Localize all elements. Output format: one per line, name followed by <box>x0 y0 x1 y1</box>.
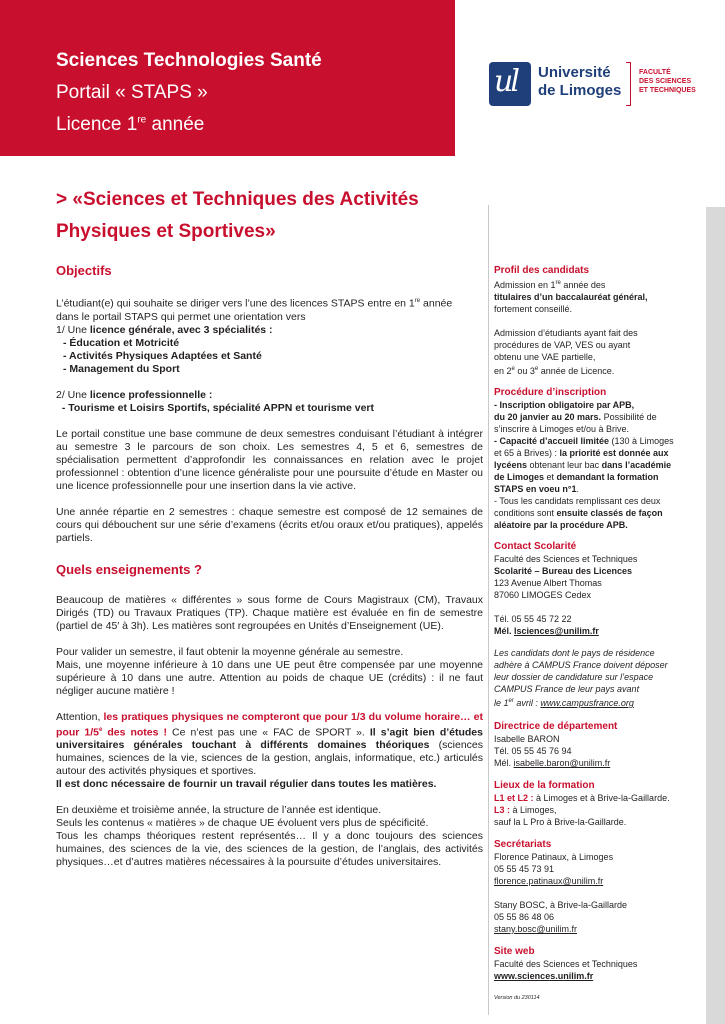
profil-text: Admission en 1re année des titulaires d’un baccalauréat général, fortement conseillé. <box>494 280 648 314</box>
site-text: Faculté des Sciences et Techniques www.sciences.unilim.fr <box>494 959 638 981</box>
contact-mel: Mél. lsciences@unilim.fr <box>494 626 599 636</box>
lieux-heading: Lieux de la formation <box>494 780 595 791</box>
header-licence: Licence 1re année <box>56 114 205 135</box>
profil-vap-text: Admission d’étudiants ayant fait des procédures de VAP, VES ou ayant obtenu une VAE partielle, en 2e ou 3e année de Licence. <box>494 328 638 376</box>
contact-email-link[interactable]: lsciences@unilim.fr <box>514 626 599 636</box>
logo-bracket <box>626 62 631 106</box>
florence-email-link[interactable]: florence.patinaux@unilim.fr <box>494 876 604 886</box>
specialites-list: - Éducation et Motricité - Activités Physiques Adaptées et Santé - Management du Sport <box>63 336 262 375</box>
objectifs-semestres-text: Une année répartie en 2 semestres : chaque semestre est composé de 12 semaines de cours qui débouchent sur une série d’examens (écrits et/ou oraux et/ou pratiques), appelés partiels. <box>56 505 483 544</box>
contact-heading: Contact Scolarité <box>494 541 577 552</box>
objectifs-portail-text: Le portail constitue une base commune de deux semestres conduisant l’étudiant à intégrer au semestre 3 le parcours de son choix. Les semestres 4, 5 et 6, semestres de spécialisation permettent d’approfondir les connaissances en relation avec le projet professionnel : obtention d’une licence généraliste pour une poursuite d’étude en Master ou une licence professionnelle pour une insertion dans la vie active. <box>56 427 483 492</box>
enseignements-p1: Beaucoup de matières « différentes » sous forme de Cours Magistraux (CM), Travaux Dirigés (TD) ou Travaux Pratiques (TP). Chaque matière est évaluée en fin de semestre (partiel de 45′ à 3h). Les matières sont regroupées en Unités d’Enseignement (UE). <box>56 593 483 632</box>
directrice-heading: Directrice de département <box>494 721 618 732</box>
enseignements-p4: En deuxième et troisième année, la structure de l’année est identique. Seuls les contenus « matières » de chaque UE évoluent vers plus de spécificité. Tous les champs théoriques restent représentés… Il y a donc toujours des sciences humaines, des sciences de la vie, des sciences de la gestion, de l’anglais, des activités physiques…et d’autres matières nécessaires à la poursuite d’études universitaires. <box>56 804 483 868</box>
header-portail: Portail « STAPS » <box>56 82 208 103</box>
logo-univ-line2: de Limoges <box>538 82 622 99</box>
secretariats-heading: Secrétariats <box>494 839 552 850</box>
column-divider <box>488 205 489 1015</box>
objectifs-heading: Objectifs <box>56 263 112 278</box>
enseignements-p3: Attention, les pratiques physiques ne compteront que pour 1/3 du volume horaire… et pour 1/5e des notes ! Ce n’est pas une « FAC de SPORT ». Il s’agit bien d’études universitaires générales touchant à différents domaines théoriques (sciences humaines, sciences de la vie, sciences de la gestion, anglais, informatique, etc.) articulés autour des activités physiques et sportives. Il est donc nécessaire de fournir un travail régulier dans toutes les matières. <box>56 710 484 790</box>
secretariat-limoges: Florence Patinaux, à Limoges 05 55 45 73 91 florence.patinaux@unilim.fr <box>494 852 614 886</box>
lieux-text: L1 et L2 : à Limoges et à Brive-la-Gaillarde. L3 : à Limoges, sauf la L Pro à Brive-la-Gaillarde. <box>494 793 670 827</box>
site-heading: Site web <box>494 946 535 957</box>
header-title: Sciences Technologies Santé <box>56 50 322 71</box>
enseignements-heading: Quels enseignements ? <box>56 561 202 577</box>
version-note: Version du 230114 <box>494 995 540 1001</box>
objectifs-intro: L’étudiant(e) qui souhaite se diriger vers l’une des licences STAPS entre en 1re année dans le portail STAPS qui permet une orientation vers 1/ Une licence générale, avec 3 spécialités : <box>56 297 453 336</box>
logo-univ-line1: Université <box>538 64 611 81</box>
licence-pro: 2/ Une licence professionnelle : - Tourisme et Loisirs Sportifs, spécialité APPN et tourisme vert <box>56 388 375 414</box>
directrice-text: Isabelle BARON Tél. 05 55 45 76 94 Mél. isabelle.baron@unilim.fr <box>494 734 611 768</box>
page-title: > «Sciences et Techniques des Activités Physiques et Sportives» <box>56 189 419 242</box>
contact-tel: Tél. 05 55 45 72 22 <box>494 614 572 624</box>
campusfrance-link[interactable]: www.campusfrance.org <box>540 698 634 708</box>
enseignements-p2: Pour valider un semestre, il faut obtenir la moyenne générale au semestre. Mais, une moyenne inférieure à 10 dans une UE peut être compensée par une moyenne supérieure à 10 dans une autre. Attention au poids de chaque UE (crédits) : il ne faut négliger aucune matière ! <box>56 645 483 697</box>
site-web-link[interactable]: www.sciences.unilim.fr <box>494 971 594 981</box>
procedure-heading: Procédure d’inscription <box>494 387 607 398</box>
header-band <box>0 0 455 156</box>
stany-email-link[interactable]: stany.bosc@unilim.fr <box>494 924 577 934</box>
logo-faculty: FACULTÉ DES SCIENCES ET TECHNIQUES <box>639 69 696 94</box>
campusfrance-note: Les candidats dont le pays de résidence adhère à CAMPUS France doivent déposer leur dossier de candidature sur l’espace CAMPUS France de leur pays avant le 1er avril : www.campusfrance.org <box>494 648 668 708</box>
sidebar <box>494 265 694 1004</box>
main-column <box>56 264 483 869</box>
directrice-email-link[interactable]: isabelle.baron@unilim.fr <box>513 758 611 768</box>
secretariat-brive: Stany BOSC, à Brive-la-Gaillarde 05 55 86 48 06 stany.bosc@unilim.fr <box>494 900 628 934</box>
contact-text: Faculté des Sciences et Techniques Scolarité – Bureau des Licences 123 Avenue Albert Thomas 87060 LIMOGES Cedex <box>494 554 638 600</box>
ul-monogram-icon: ul <box>489 62 531 106</box>
profil-heading: Profil des candidats <box>494 265 590 276</box>
university-logo <box>489 62 709 112</box>
side-gray-bar <box>706 207 725 1024</box>
procedure-text: - Inscription obligatoire par APB, du 20 janvier au 20 mars. Possibilité de s’inscrire à Limoges et/ou à Brive. - Capacité d’accueil limitée (130 à Limoges et 65 à Brives) : la priorité est donnée aux lycéens obtenant leur bac dans l’académie de Limoges et demandant la formation STAPS en voeu n°1. - Tous les candidats remplissant ces deux conditions sont ensuite classés de façon aléatoire par la procédure APB. <box>494 400 674 530</box>
